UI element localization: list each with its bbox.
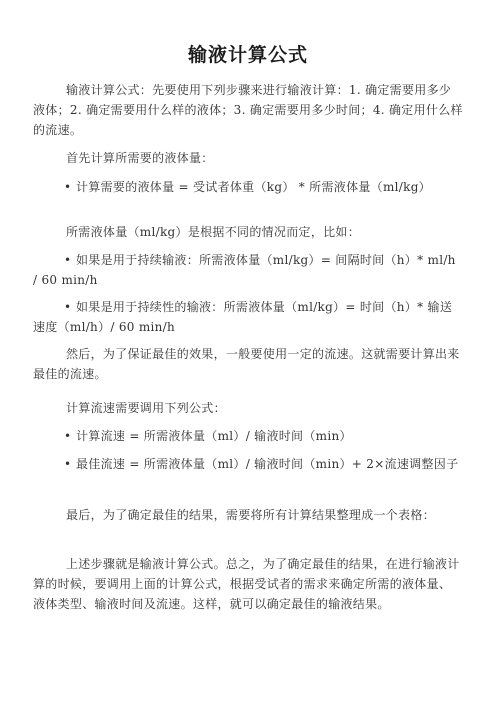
paragraph-flow-formula-heading	[33, 398, 463, 418]
bullet-icon: •	[64, 253, 72, 267]
paragraph-optimal-flow	[33, 344, 463, 384]
conclusion-text: 上述步骤就是输液计算公式。总之，为了确定最佳的结果，在进行输液计算的时候，要调用上面的计算公式，根据受试者的需求来确定所需的液体量、液体类型、输液时间及流速。这样，就可以确定最佳的输液结果。	[33, 557, 460, 611]
bullet-text: 如果是用于持续性的输液：所需液体量（ml/kg）= 时间（h）* 输送速度（ml/h）/ 60 min/h	[33, 300, 453, 334]
paragraph-volume-depends	[33, 222, 463, 242]
bullet-item-sustained-infusion	[33, 297, 463, 337]
document-title: 输液计算公式	[187, 44, 308, 66]
paragraph-conclusion	[33, 554, 463, 614]
bullet-icon: •	[64, 180, 72, 194]
bullet-text: 计算流速 = 所需液体量（ml）/ 输液时间（min）	[76, 429, 352, 443]
paragraph-summary-table	[33, 505, 463, 525]
bullet-item-best-flow	[33, 454, 463, 474]
bullet-icon: •	[64, 457, 72, 471]
bullet-text: 计算需要的液体量 = 受试者体重（kg） * 所需液体量（ml/kg）	[76, 180, 431, 194]
optimal-flow-text: 然后，为了保证最佳的效果，一般要使用一定的流速。这就需要计算出来最佳的流速。	[33, 347, 460, 381]
liquid-volume-heading-text: 首先计算所需要的液体量：	[66, 151, 214, 165]
intro-text: 输液计算公式：先要使用下列步骤来进行输液计算：1. 确定需要用多少液体；2. 确定需要用什么样的液体；3. 确定需要用多少时间；4. 确定用什么样的流速。	[33, 83, 463, 137]
bullet-icon: •	[64, 429, 72, 443]
bullet-item-continuous-infusion	[33, 250, 463, 290]
volume-depends-text: 所需液体量（ml/kg）是根据不同的情况而定，比如：	[66, 225, 361, 239]
bullet-item-liquid-volume	[33, 177, 463, 197]
bullet-text: 如果是用于持续输液：所需液体量（ml/kg）= 间隔时间（h）* ml/h / 60 min/h	[33, 253, 456, 287]
bullet-item-compute-flow	[33, 426, 463, 446]
paragraph-liquid-volume-heading	[33, 148, 463, 168]
flow-formula-heading-text: 计算流速需要调用下列公式：	[66, 401, 226, 415]
bullet-text: 最佳流速 = 所需液体量（ml）/ 输液时间（min）+ 2×流速调整因子	[76, 457, 459, 471]
intro-paragraph	[33, 80, 463, 140]
bullet-icon: •	[64, 300, 72, 314]
summary-table-text: 最后，为了确定最佳的结果，需要将所有计算结果整理成一个表格：	[66, 508, 436, 522]
